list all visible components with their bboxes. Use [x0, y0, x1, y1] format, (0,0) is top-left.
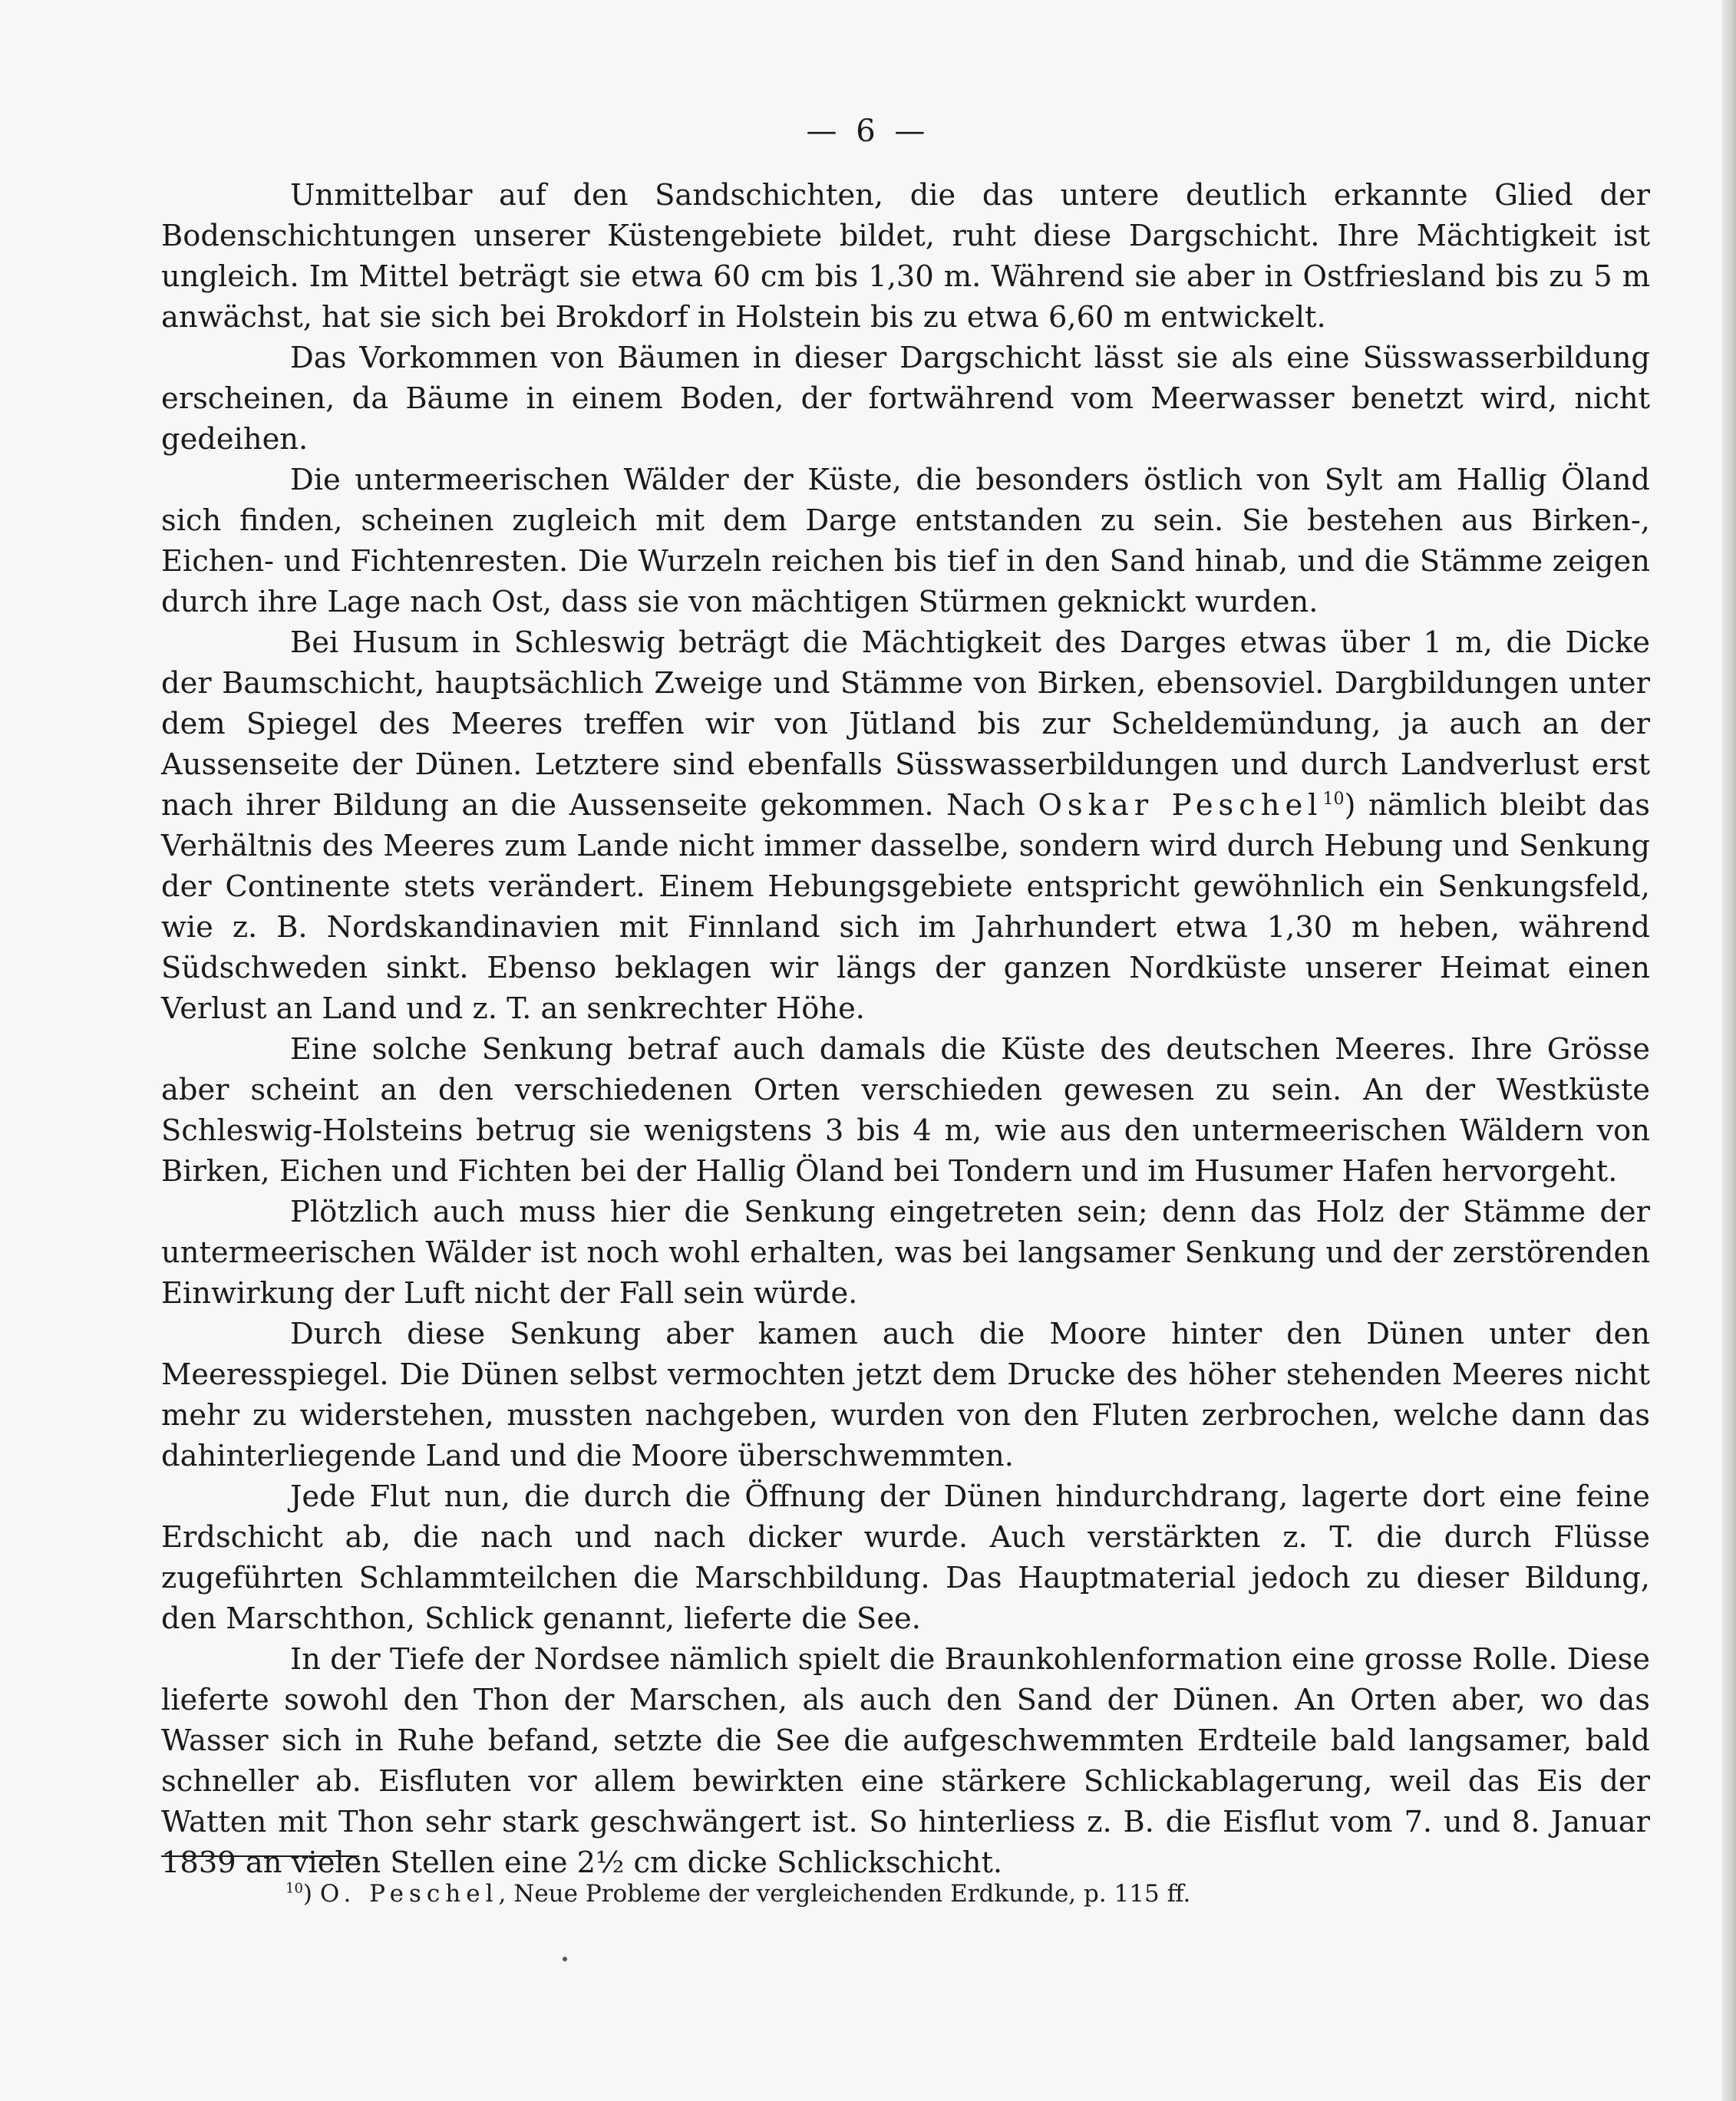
paragraph: Das Vorkommen von Bäumen in dieser Dargschicht lässt sie als eine Süsswasserbildung erscheinen, da Bäume in einem Boden, der fortwährend vom Meerwasser benetzt wird, nicht gedeihen. — [161, 341, 1650, 457]
paragraph — [161, 1639, 1650, 1883]
paragraph: Unmittelbar auf den Sandschichten, die das untere deutlich erkannte Glied der Bodenschichtungen unserer Küstengebiete bildet, ruht diese Dargschicht. Ihre Mächtigkeit ist ungleich. Im Mittel beträgt sie etwa 60 cm bis 1,30 m. Während sie aber in Ostfriesland bis zu 5 m anwächst, hat sie sich bei Brokdorf in Holstein bis zu etwa 6,60 m entwickelt. — [161, 178, 1650, 335]
footnote-reference[interactable]: 10 — [1322, 790, 1345, 810]
paragraph-text: Bei Husum in Schleswig beträgt die Mächtigkeit des Darges etwas über 1 m, die Dicke der Baumschicht, hauptsächlich Zweige und Stämme von Birken, ebensoviel. Dargbildungen unter dem Spiegel des Meeres treffen wir von Jütland bis zur Scheldemündung, ja auch an der Aussenseite der Dünen. Letztere sind ebenfalls Süsswasserbildungen und durch Landverlust erst nach ihrer Bildung an die Aussenseite gekommen. Nach — [161, 625, 1650, 823]
paragraph-text: ) nämlich bleibt das Verhältnis des Meeres zum Lande nicht immer dasselbe, sondern wird durch Hebung und Senkung der Continente stets verändert. Einem Hebungsgebiete entspricht gewöhnlich ein Senkungsfeld, wie z. B. Nordskandinavien mit Finnland sich im Jahrhundert etwa 1,30 m heben, während Südschweden sinkt. Ebenso beklagen wir längs der ganzen Nordküste unserer Heimat einen Verlust an Land und z. T. an senkrechter Höhe. — [161, 788, 1650, 1026]
footnote-text: , Neue Probleme der vergleichenden Erdkunde, p. 115 ff. — [498, 1880, 1191, 1908]
footnote-marker-paren: ) — [302, 1880, 313, 1908]
paragraph: Die untermeerischen Wälder der Küste, die besonders östlich von Sylt am Hallig Öland sich finden, scheinen zugleich mit dem Darge entstanden zu sein. Sie bestehen aus Birken-, Eichen- und Fichtenresten. Die Wurzeln reichen bis tief in den Sand hinab, und die Stämme zeigen durch ihre Lage nach Ost, dass sie von mächtigen Stürmen geknickt wurden. — [161, 463, 1650, 619]
page-number: — 6 — — [806, 114, 930, 149]
paragraph: Jede Flut nun, die durch die Öffnung der Dünen hindurchdrang, lagerte dort eine feine Erdschicht ab, die nach und nach dicker wurde. Auch verstärkten z. T. die durch Flüsse zugeführten Schlammteilchen die Marschbildung. Das Hauptmaterial jedoch zu dieser Bildung, den Marschthon, Schlick genannt, lieferte die See. — [161, 1479, 1650, 1636]
footnote-author: O. Peschel — [319, 1880, 499, 1908]
paragraph-text: cm dicke Schlickschicht. — [633, 1845, 1003, 1880]
print-speck — [563, 1957, 567, 1961]
paragraph-text: In der Tiefe der Nordsee nämlich spielt die Braunkohlenformation eine grosse Rolle. Diese lieferte sowohl den Thon der Marschen, als auch den Sand der Dünen. An Orten aber, wo das Wasser sich in Ruhe befand, setzte die See die aufgeschwemmten Erdteile bald langsamer, bald schneller ab. Eisfluten vor allem bewirkten eine stärkere Schlickablagerung, weil das Eis der Watten mit Thon sehr stark geschwängert ist. So hinterliess z. B. die Eisflut vom 7. und 8. Januar 1839 an vielen Stellen eine — [161, 1642, 1650, 1880]
author-name-spaced: Oskar Peschel — [1038, 788, 1323, 823]
fraction-value: 2½ — [576, 1845, 625, 1880]
footnote-divider — [161, 1855, 359, 1857]
footnote — [285, 1878, 1190, 1909]
footnote-marker: 10 — [285, 1880, 303, 1897]
body-text — [161, 175, 1650, 1883]
paragraph: Durch diese Senkung aber kamen auch die Moore hinter den Dünen unter den Meeresspiegel. Die Dünen selbst vermochten jetzt dem Drucke des höher stehenden Meeres nicht mehr zu widerstehen, mussten nachgeben, wurden von den Fluten zerbrochen, welche dann das dahinterliegende Land und die Moore überschwemmten. — [161, 1317, 1650, 1473]
paragraph: Plötzlich auch muss hier die Senkung eingetreten sein; denn das Holz der Stämme der untermeerischen Wälder ist noch wohl erhalten, was bei langsamer Senkung und der zerstörenden Einwirkung der Luft nicht der Fall sein würde. — [161, 1195, 1650, 1311]
paragraph — [161, 622, 1650, 1029]
page-edge-shadow — [1722, 0, 1736, 2101]
paragraph: Eine solche Senkung betraf auch damals die Küste des deutschen Meeres. Ihre Grösse aber scheint an den verschiedenen Orten verschieden gewesen zu sein. An der Westküste Schleswig-Holsteins betrug sie wenigstens 3 bis 4 m, wie aus den untermeerischen Wäldern von Birken, Eichen und Fichten bei der Hallig Öland bei Tondern und im Husumer Hafen hervorgeht. — [161, 1032, 1650, 1189]
